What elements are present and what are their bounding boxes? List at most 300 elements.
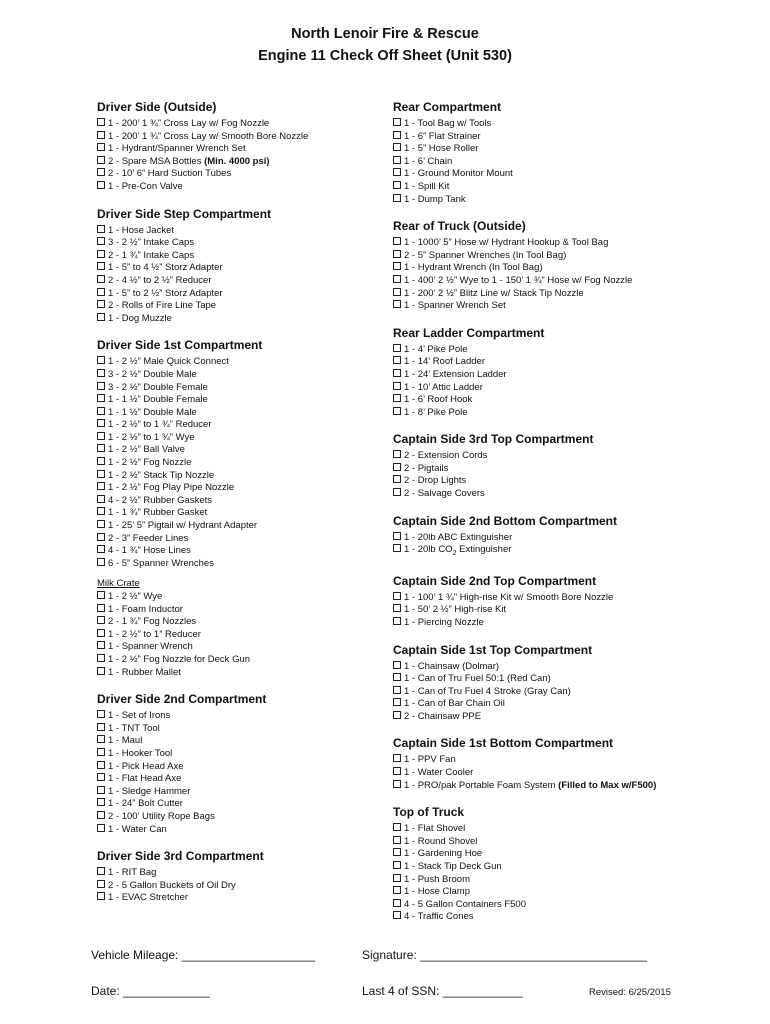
checkbox[interactable] (393, 382, 401, 390)
item-label: 1 - 1 ½” Double Male (108, 406, 197, 418)
checkbox[interactable] (393, 250, 401, 258)
item-label: 1 - TNT Tool (108, 722, 160, 734)
checkbox[interactable] (97, 533, 105, 541)
item-label: 1 - 5” to 2 ½” Storz Adapter (108, 287, 223, 299)
checkbox[interactable] (97, 723, 105, 731)
item-label: 1 - 24’ Extension Ladder (404, 368, 507, 380)
checkbox[interactable] (97, 629, 105, 637)
item-label: 2 - 100’ Utility Rope Bags (108, 810, 215, 822)
checkbox[interactable] (97, 735, 105, 743)
checkbox[interactable] (393, 767, 401, 775)
checklist-item (97, 407, 427, 420)
checkbox[interactable] (97, 824, 105, 832)
checkbox[interactable] (97, 181, 105, 189)
checkbox[interactable] (393, 118, 401, 126)
checkbox[interactable] (97, 507, 105, 515)
checklist-item (393, 899, 683, 912)
checkbox[interactable] (393, 300, 401, 308)
checkbox[interactable] (393, 899, 401, 907)
checklist (393, 344, 683, 420)
checkbox[interactable] (393, 604, 401, 612)
checklist-item (97, 710, 427, 723)
item-label: 1 - 2 ½” Ball Valve (108, 444, 185, 456)
item-label: 1 - 6” Flat Strainer (404, 130, 481, 142)
checklist-item (97, 520, 427, 533)
section-title: Driver Side 1st Compartment (97, 338, 263, 353)
section-title: Driver Side Step Compartment (97, 206, 272, 221)
checklist-item (97, 667, 427, 680)
section-title: Captain Side 2nd Top Compartment (393, 573, 597, 588)
checklist-item (97, 262, 427, 275)
item-label: 2 - Drop Lights (404, 475, 467, 487)
checklist-item (97, 641, 427, 654)
item-label: 1 - Round Shovel (404, 835, 478, 847)
checkbox[interactable] (393, 861, 401, 869)
checkbox[interactable] (97, 773, 105, 781)
checkbox[interactable] (393, 237, 401, 245)
item-label: 1 - 50’ 2 ½” High-rise Kit (404, 604, 507, 616)
checklist-item (97, 288, 427, 301)
checklist-item (393, 237, 683, 250)
checklist-item (97, 880, 427, 893)
checklist-item (97, 616, 427, 629)
checklist (97, 118, 427, 194)
checkbox[interactable] (393, 143, 401, 151)
checkbox[interactable] (97, 710, 105, 718)
checkbox[interactable] (393, 131, 401, 139)
checklist-item (393, 356, 683, 369)
checkbox[interactable] (393, 886, 401, 894)
section-rear-compartment (393, 100, 683, 206)
checkbox[interactable] (393, 592, 401, 600)
item-label: 4 - 2 ½” Rubber Gaskets (108, 494, 213, 506)
item-label: 1 - Foam Inductor (108, 603, 183, 615)
checkbox[interactable] (97, 131, 105, 139)
section-title: Driver Side 2nd Compartment (97, 692, 267, 707)
checklist-item (97, 773, 427, 786)
checkbox[interactable] (393, 194, 401, 202)
checkbox[interactable] (393, 475, 401, 483)
checklist-item (97, 545, 427, 558)
checklist-item (393, 686, 683, 699)
item-label: 2 - 3” Feeder Lines (108, 532, 189, 544)
checkbox[interactable] (393, 754, 401, 762)
checkbox[interactable] (97, 667, 105, 675)
item-label: 1 - 2 ½” Male Quick Connect (108, 356, 229, 368)
checklist (97, 591, 427, 679)
checkbox[interactable] (393, 288, 401, 296)
checkbox[interactable] (393, 698, 401, 706)
item-label: 1 - Set of Irons (108, 710, 171, 722)
checkbox[interactable] (393, 661, 401, 669)
checklist-item (97, 591, 427, 604)
checkbox[interactable] (97, 369, 105, 377)
checkbox[interactable] (393, 262, 401, 270)
checklist-item (393, 661, 683, 674)
left-column (97, 100, 427, 918)
checkbox[interactable] (97, 545, 105, 553)
checkbox[interactable] (393, 463, 401, 471)
checklist-item (393, 823, 683, 836)
checklist-item (97, 892, 427, 905)
checklist-item (97, 131, 427, 144)
section-driver-side-1st-compartment (97, 338, 427, 679)
item-label: 1 - Hose Jacket (108, 224, 174, 236)
checkbox[interactable] (97, 761, 105, 769)
checkbox[interactable] (97, 520, 105, 528)
item-label: 1 - Piercing Nozzle (404, 616, 484, 628)
checkbox[interactable] (97, 798, 105, 806)
checklist-item (393, 344, 683, 357)
item-label: 1 - 2 ½” Fog Play Pipe Nozzle (108, 482, 235, 494)
checkbox[interactable] (97, 786, 105, 794)
item-label: 1 - 24” Bolt Cutter (108, 798, 183, 810)
checkbox[interactable] (97, 591, 105, 599)
item-label: 2 - 1 ¾” Fog Nozzles (108, 616, 197, 628)
checkbox[interactable] (393, 181, 401, 189)
item-label: 1 - Flat Shovel (404, 823, 466, 835)
item-label: 1 - 10’ Attic Ladder (404, 381, 483, 393)
checklist-item (393, 780, 683, 793)
item-label: 2 - 5” Spanner Wrenches (In Tool Bag) (404, 249, 567, 261)
sheet-title: Engine 11 Check Off Sheet (Unit 530) (258, 48, 512, 64)
checklist-item (97, 507, 427, 520)
checkbox[interactable] (97, 470, 105, 478)
section-title: Rear of Truck (Outside) (393, 219, 526, 234)
checkbox[interactable] (97, 407, 105, 415)
checklist-item (393, 382, 683, 395)
checkbox[interactable] (393, 874, 401, 882)
checklist (97, 710, 427, 836)
checkbox[interactable] (97, 394, 105, 402)
checklist (393, 118, 683, 206)
item-label: 1 - 2 ½” Stack Tip Nozzle (108, 469, 215, 481)
checkbox[interactable] (97, 225, 105, 233)
checklist-item (393, 488, 683, 501)
checkbox[interactable] (97, 275, 105, 283)
checklist-item (97, 275, 427, 288)
item-label: 1 - 5” Hose Roller (404, 143, 479, 155)
checkbox[interactable] (393, 673, 401, 681)
checklist-item (97, 237, 427, 250)
checklist (97, 867, 427, 905)
section-title: Rear Compartment (393, 100, 502, 114)
signature-field[interactable]: Signature: __________________________________ (362, 948, 647, 962)
checklist-item (393, 475, 683, 488)
checklist-item (393, 711, 683, 724)
checklist-item (97, 444, 427, 457)
item-label: 1 - 6’ Roof Hook (404, 394, 473, 406)
checklist-item (393, 604, 683, 617)
checklist-item (97, 432, 427, 445)
checkbox[interactable] (97, 168, 105, 176)
checklist-item (393, 143, 683, 156)
checklist-item (393, 911, 683, 924)
checkbox[interactable] (97, 641, 105, 649)
item-label: 1 - 400’ 2 ½” Wye to 1 - 150’ 1 ¾” Hose w/ Fog Nozzle (404, 274, 633, 286)
checklist-item (393, 250, 683, 263)
checklist-item (393, 544, 683, 560)
checklist (393, 661, 683, 724)
checkbox[interactable] (97, 604, 105, 612)
item-label: 1 - Chainsaw (Dolmar) (404, 660, 500, 672)
checkbox[interactable] (393, 544, 401, 552)
checklist-item (97, 867, 427, 880)
checklist-item (393, 848, 683, 861)
checkbox[interactable] (393, 686, 401, 694)
checklist-item (393, 288, 683, 301)
checkbox[interactable] (393, 488, 401, 496)
section-driver-side-outside (97, 100, 427, 194)
item-label: 2 - 4 ½” to 2 ½” Reducer (108, 274, 212, 286)
item-label: 1 - Spanner Wrench Set (404, 300, 506, 312)
checkbox[interactable] (393, 275, 401, 283)
checkbox[interactable] (97, 300, 105, 308)
checkbox[interactable] (97, 482, 105, 490)
checkbox[interactable] (393, 617, 401, 625)
checkbox[interactable] (97, 382, 105, 390)
item-label: 1 - 2 ½” to 1” Reducer (108, 628, 201, 640)
item-label: 1 - Water Can (108, 823, 167, 835)
checkbox[interactable] (97, 654, 105, 662)
item-label: 2 - Salvage Covers (404, 488, 485, 500)
item-label: 1 - Hydrant Wrench (In Tool Bag) (404, 262, 543, 274)
checklist-item (97, 118, 427, 131)
checklist-item (97, 761, 427, 774)
checkbox[interactable] (97, 495, 105, 503)
item-label: 2 - Pigtails (404, 462, 449, 474)
checklist (393, 237, 683, 313)
checkbox[interactable] (393, 711, 401, 719)
checklist-item (97, 300, 427, 313)
item-label: 1 - Pick Head Axe (108, 760, 184, 772)
checkbox[interactable] (97, 892, 105, 900)
checkbox[interactable] (97, 262, 105, 270)
checkbox[interactable] (393, 911, 401, 919)
checkbox[interactable] (97, 419, 105, 427)
item-label: 1 - 2 ½” to 1 ¾” Reducer (108, 419, 212, 431)
item-label: 1 - RIT Bag (108, 867, 157, 879)
item-label: 1 - Can of Bar Chain Oil (404, 698, 505, 710)
checkbox[interactable] (393, 532, 401, 540)
checklist-item (393, 300, 683, 313)
checklist-item (97, 181, 427, 194)
item-label: 1 - Hydrant/Spanner Wrench Set (108, 143, 246, 155)
checklist-item (97, 394, 427, 407)
checklist-item (97, 723, 427, 736)
checkbox[interactable] (97, 288, 105, 296)
checkbox[interactable] (97, 143, 105, 151)
item-label: 1 - Pre-Con Valve (108, 180, 183, 192)
item-label: 6 - 5” Spanner Wrenches (108, 557, 214, 569)
revised-date: Revised: 6/25/2015 (589, 987, 671, 998)
section-title: Captain Side 1st Top Compartment (393, 642, 593, 657)
item-label: 1 - Tool Bag w/ Tools (404, 118, 492, 129)
item-label: 3 - 2 ½” Double Female (108, 381, 208, 393)
checklist-item (393, 168, 683, 181)
checkbox[interactable] (393, 407, 401, 415)
checklist-item (393, 617, 683, 630)
checklist-item (97, 356, 427, 369)
checklist-item (393, 275, 683, 288)
checkbox[interactable] (393, 344, 401, 352)
checklist-item (97, 786, 427, 799)
vehicle-mileage-field[interactable]: Vehicle Mileage: ____________________ (91, 948, 316, 962)
checkbox[interactable] (393, 394, 401, 402)
item-note: (Filled to Max w/F500) (558, 779, 657, 791)
checkbox[interactable] (97, 313, 105, 321)
checklist-item (97, 811, 427, 824)
item-label: 1 - 200’ 1 ¾” Cross Lay w/ Fog Nozzle (108, 118, 270, 129)
checklist (393, 754, 683, 792)
item-label: 1 - Water Cooler (404, 767, 474, 779)
item-label: 4 - 5 Gallon Containers F500 (404, 898, 526, 910)
checklist-item (393, 262, 683, 275)
checkbox[interactable] (97, 880, 105, 888)
checkbox[interactable] (393, 168, 401, 176)
section-driver-side-2nd-compartment (97, 692, 427, 836)
checkbox[interactable] (97, 457, 105, 465)
checkbox[interactable] (97, 811, 105, 819)
checkbox[interactable] (97, 867, 105, 875)
checklist-item (97, 168, 427, 181)
checklist-item (393, 836, 683, 849)
item-label: 1 - 200’ 1 ¾” Cross Lay w/ Smooth Bore Nozzle (108, 130, 309, 142)
checklist (393, 450, 683, 500)
checklist-item (97, 225, 427, 238)
checklist-item (97, 735, 427, 748)
checkbox[interactable] (97, 432, 105, 440)
item-label: 1 - 5” to 4 ½” Storz Adapter (108, 262, 223, 274)
item-label: 1 - 2 ½” Wye (108, 591, 163, 602)
checkbox[interactable] (97, 356, 105, 364)
section-title: Captain Side 1st Bottom Compartment (393, 736, 614, 751)
checkbox[interactable] (97, 237, 105, 245)
checklist-item (97, 629, 427, 642)
checkbox[interactable] (97, 748, 105, 756)
item-label: 1 - 25’ 5” Pigtail w/ Hydrant Adapter (108, 520, 258, 532)
section-captain-side-2nd-bottom-compartment (393, 514, 683, 561)
section-title: Captain Side 2nd Bottom Compartment (393, 513, 618, 528)
section-top-of-truck (393, 805, 683, 924)
section-driver-side-3rd-compartment (97, 849, 427, 905)
item-label: 1 - Hose Clamp (404, 886, 470, 898)
item-label: 1 - 20lb CO (404, 544, 453, 556)
checklist-item (393, 767, 683, 780)
item-label: 2 - Spare MSA Bottles (108, 155, 205, 167)
section-captain-side-1st-top-compartment (393, 643, 683, 724)
checklist-item (97, 143, 427, 156)
checklist-item (393, 156, 683, 169)
checklist-item (393, 463, 683, 476)
item-label: 2 - Rolls of Fire Line Tape (108, 300, 217, 312)
checklist (393, 592, 683, 630)
item-label: 1 - Hooker Tool (108, 747, 173, 759)
checkbox[interactable] (97, 250, 105, 258)
section-title: Captain Side 3rd Top Compartment (393, 432, 594, 447)
item-label: 1 - 100’ 1 ¾” High-rise Kit w/ Smooth Bore Nozzle (404, 591, 614, 603)
checkbox[interactable] (97, 558, 105, 566)
item-label: 1 - Can of Tru Fuel 50:1 (Red Can) (404, 673, 551, 685)
checklist-item (393, 886, 683, 899)
item-label: 1 - Stack Tip Deck Gun (404, 861, 502, 873)
checklist-item (97, 457, 427, 470)
item-label-rest: Extinguisher (456, 544, 512, 556)
item-label: 1 - Maul (108, 735, 143, 747)
checkbox[interactable] (393, 356, 401, 364)
section-rear-of-truck-outside (393, 219, 683, 313)
checklist-item (393, 194, 683, 207)
checkbox[interactable] (97, 444, 105, 452)
checkbox[interactable] (393, 848, 401, 856)
checklist-item (393, 698, 683, 711)
section-title: Driver Side 3rd Compartment (97, 849, 264, 864)
checkbox[interactable] (393, 780, 401, 788)
date-field[interactable]: Date: _____________ (91, 984, 210, 998)
item-label: 1 - 1000’ 5” Hose w/ Hydrant Hookup & Tool Bag (404, 237, 609, 249)
checklist-item (97, 156, 427, 169)
item-label: 2 - Extension Cords (404, 450, 488, 462)
checklist-item (393, 673, 683, 686)
section-captain-side-2nd-top-compartment (393, 574, 683, 630)
checklist-item (97, 419, 427, 432)
item-label: 4 - Traffic Cones (404, 911, 474, 923)
checklist-item (393, 131, 683, 144)
checklist-item (97, 748, 427, 761)
item-note: (Min. 4000 psi) (204, 155, 270, 167)
item-label: 1 - 200’ 2 ½” Blitz Line w/ Stack Tip Nozzle (404, 287, 584, 299)
section-captain-side-3rd-top-compartment (393, 432, 683, 500)
checklist-item (393, 861, 683, 874)
item-label: 2 - Chainsaw PPE (404, 710, 482, 722)
item-label: 1 - 1 ¾” Rubber Gasket (108, 507, 208, 519)
item-label: 1 - 20lb ABC Extinguisher (404, 531, 513, 543)
checklist-item (393, 592, 683, 605)
item-label: 1 - 14’ Roof Ladder (404, 356, 485, 368)
ssn-field[interactable]: Last 4 of SSN: ____________ (362, 984, 523, 998)
section-title: Driver Side (Outside) (97, 100, 217, 114)
checkbox[interactable] (393, 836, 401, 844)
checklist-item (97, 798, 427, 811)
checkbox[interactable] (393, 450, 401, 458)
checkbox[interactable] (393, 156, 401, 164)
checklist-item (97, 482, 427, 495)
checklist-item (97, 369, 427, 382)
item-label: 1 - 4’ Pike Pole (404, 343, 468, 355)
org-title: North Lenoir Fire & Rescue (291, 26, 479, 42)
item-label: 2 - 5 Gallon Buckets of Oil Dry (108, 879, 236, 891)
item-label: 1 - Ground Monitor Mount (404, 168, 513, 180)
checklist (393, 532, 683, 561)
checklist-item (97, 313, 427, 326)
checklist-item (97, 533, 427, 546)
item-label: 1 - Dump Tank (404, 193, 466, 205)
checklist-item (97, 654, 427, 667)
checkbox[interactable] (97, 616, 105, 624)
checkbox[interactable] (393, 369, 401, 377)
checkbox[interactable] (393, 823, 401, 831)
item-label: 1 - 2 ½” Fog Nozzle for Deck Gun (108, 653, 251, 665)
item-label: 1 - 1 ½” Double Female (108, 394, 208, 406)
item-label: 1 - Spill Kit (404, 180, 450, 192)
checkbox[interactable] (97, 118, 105, 126)
checklist-item (393, 369, 683, 382)
subscript: 2 (452, 550, 457, 558)
section-driver-side-step-compartment (97, 207, 427, 326)
checkbox[interactable] (97, 156, 105, 164)
checklist (393, 823, 683, 924)
item-label: 1 - 2 ½” to 1 ¾” Wye (108, 431, 195, 443)
